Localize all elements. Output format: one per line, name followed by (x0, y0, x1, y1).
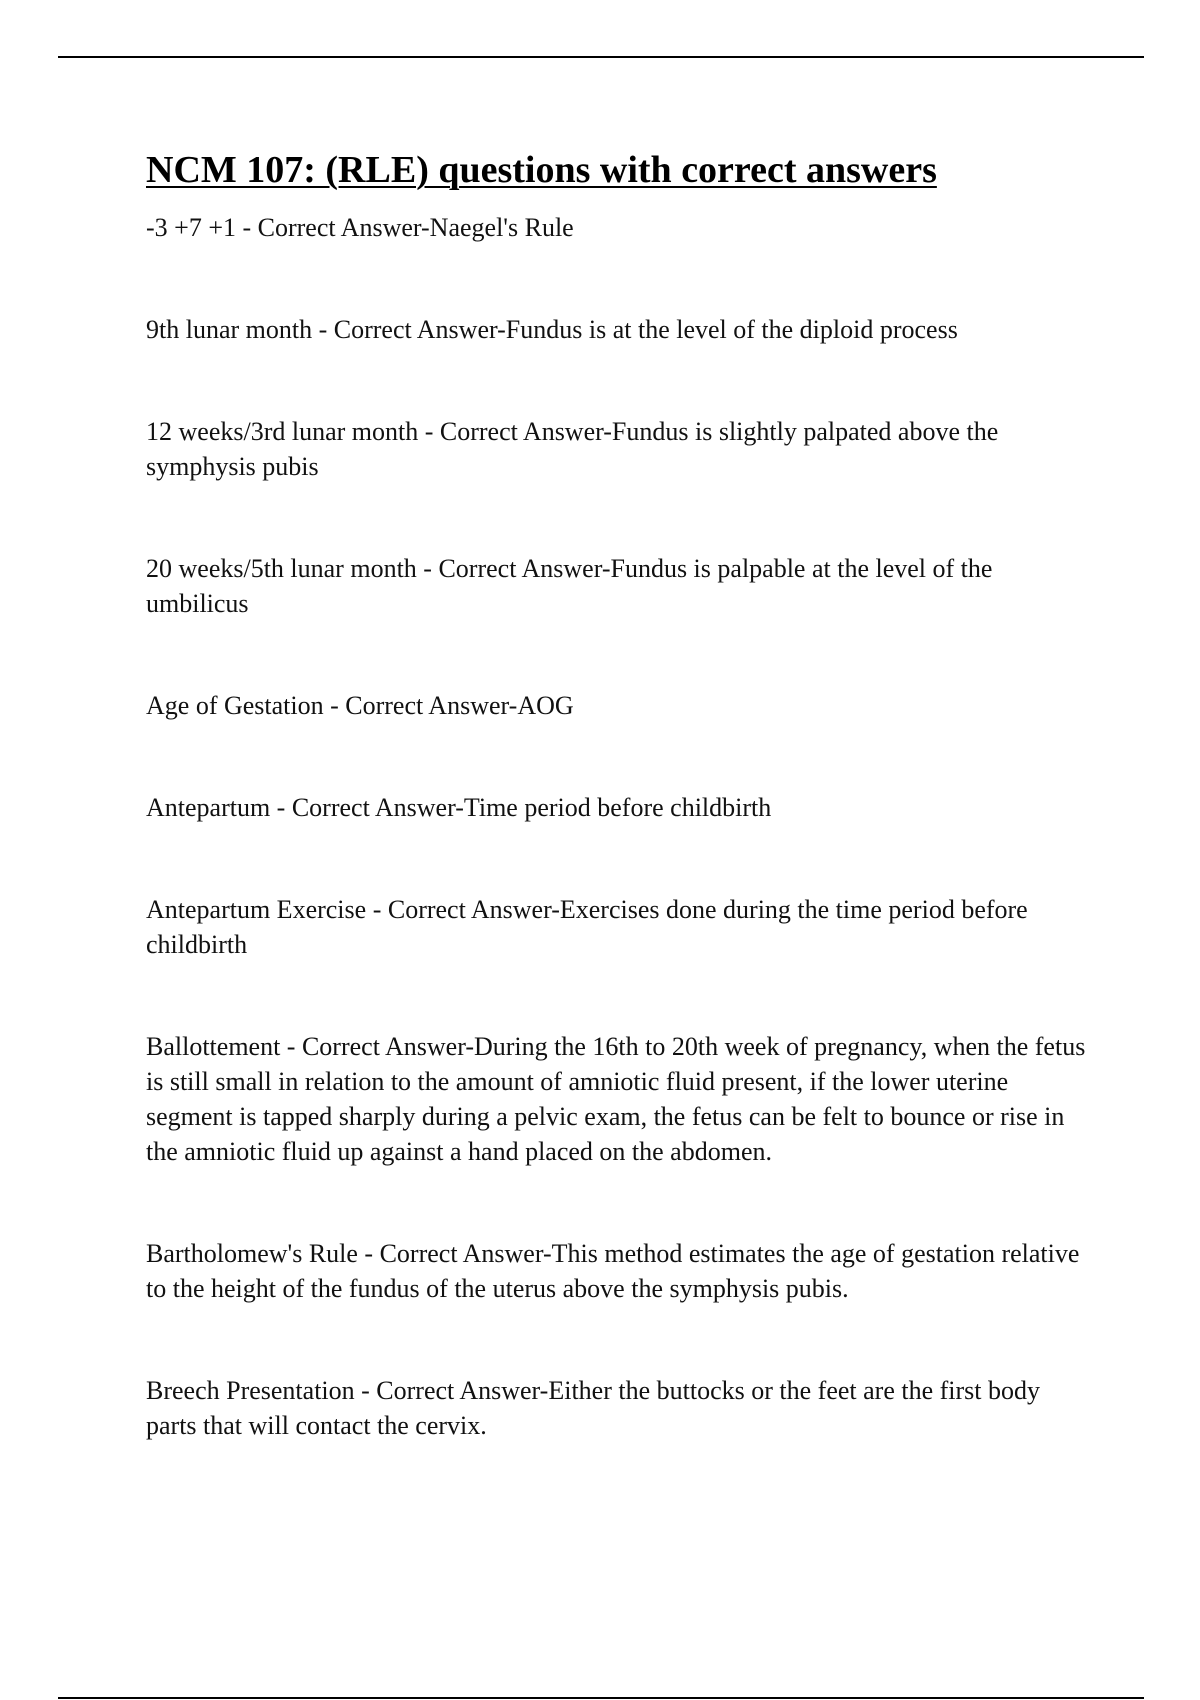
qa-entry-9th-lunar-month: 9th lunar month - Correct Answer-Fundus is at the level of the diploid process (146, 315, 958, 344)
qa-entry-antepartum: Antepartum - Correct Answer-Time period before childbirth (146, 793, 772, 822)
qa-entry-12-weeks: 12 weeks/3rd lunar month - Correct Answer-Fundus is slightly palpated above the symphysis pubis (146, 417, 999, 481)
document-title: NCM 107: (RLE) questions with correct answers (146, 149, 937, 191)
qa-entry-ballottement: Ballottement - Correct Answer-During the 16th to 20th week of pregnancy, when the fetus is still small in relation to the amount of amniotic fluid present, if the lower uterine segment is tapped sharply during a pelvic exam, the fetus can be felt to bounce or rise in the amniotic fluid up against a hand placed on the abdomen. (146, 1032, 1086, 1166)
qa-entry-naegels-rule: -3 +7 +1 - Correct Answer-Naegel's Rule (146, 213, 574, 242)
qa-entry-age-of-gestation: Age of Gestation - Correct Answer-AOG (146, 691, 574, 720)
qa-entry-antepartum-exercise: Antepartum Exercise - Correct Answer-Exercises done during the time period before childbirth (146, 895, 1028, 959)
footer-rule (58, 1697, 1144, 1699)
document-body (146, 140, 1086, 1510)
qa-list (146, 210, 1086, 1443)
qa-entry-bartholomews-rule: Bartholomew's Rule - Correct Answer-This method estimates the age of gestation relative to the height of the fundus of the uterus above the symphysis pubis. (146, 1239, 1080, 1303)
qa-entry-20-weeks: 20 weeks/5th lunar month - Correct Answer-Fundus is palpable at the level of the umbilicus (146, 554, 993, 618)
header-rule (58, 56, 1144, 58)
qa-entry-breech-presentation: Breech Presentation - Correct Answer-Either the buttocks or the feet are the first body parts that will contact the cervix. (146, 1376, 1041, 1440)
